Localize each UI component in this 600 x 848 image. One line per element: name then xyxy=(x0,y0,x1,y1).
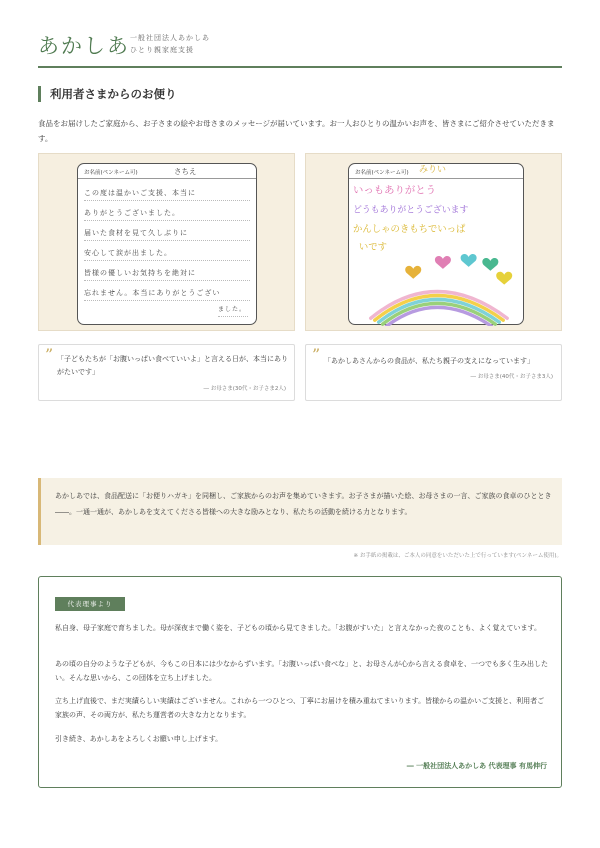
heart-icon xyxy=(435,256,451,269)
heart-icon xyxy=(461,254,477,267)
message-paragraph: 立ち上げ直後で、まだ実績らしい実績はございません。これから一つひとつ、丁寧にお届けを積み重ねてまいります。皆様からの温かいご支援と、利用者ご家族の声、その両方が、私たち運営者の大きな力となります。 xyxy=(55,697,545,719)
heart-icon xyxy=(405,266,421,279)
letter-paper xyxy=(77,163,257,325)
org-info xyxy=(130,32,210,56)
handwritten-line: ました。 xyxy=(218,304,248,317)
representative-message xyxy=(38,576,562,788)
crayon-text-line: かんしゃのきもちでいっぱ xyxy=(352,224,466,236)
rainbow xyxy=(371,292,507,326)
handwritten-line: 皆様の優しいお気持ちを絶対に xyxy=(84,268,250,281)
handwritten-line: 届いた食材を見て久しぶりに xyxy=(84,228,250,241)
handwritten-line: この度は温かいご支援、本当に xyxy=(84,188,250,201)
crayon-text-line: いっもありがとう xyxy=(352,184,436,197)
message-badge: 代表理事より xyxy=(55,597,125,611)
section-intro: 食品をお届けしたご家庭から、お子さまの絵やお母さまのメッセージが届いています。お一人おひとりの温かいお声を、皆さまにご紹介させていただきます。 xyxy=(38,119,555,143)
handwritten-line: 安心して涙が出ました。 xyxy=(84,248,250,261)
notice-box xyxy=(38,478,562,545)
name-label: お名前(ペンネーム可) xyxy=(84,170,138,176)
letter-paper xyxy=(348,163,524,325)
heart-icon xyxy=(496,272,512,285)
consent-footnote: ※ お手紙の掲載は、ご本人の同意をいただいた上で行っています(ペンネーム使用)。 xyxy=(353,553,562,559)
name-row xyxy=(78,164,256,179)
logo: あかしあ xyxy=(38,34,130,58)
letter-card-2 xyxy=(305,153,562,331)
message-signature: ― 一般社団法人あかしあ 代表理事 有馬伸行 xyxy=(406,762,547,770)
name-handwritten: みりい xyxy=(419,165,447,175)
quote-text: 「子どもたちが「お腹いっぱい食べていいよ」と言える日が、本当にありがたいです」 xyxy=(57,355,288,376)
org-name: 一般社団法人あかしあ xyxy=(130,34,210,42)
testimonial-quote-2 xyxy=(305,344,562,401)
name-label: お名前(ペンネーム可) xyxy=(355,170,409,176)
quote-source: ― お母さま(40代・お子さま3人) xyxy=(470,374,553,380)
handwritten-line: ありがとうございました。 xyxy=(84,208,250,221)
letter-card-1 xyxy=(38,153,295,331)
child-drawing xyxy=(349,179,523,326)
crayon-text-line: どうもありがとうございます xyxy=(352,205,469,216)
quote-mark-icon: ” xyxy=(312,345,321,364)
crayon-text-line: いです xyxy=(358,242,388,254)
message-paragraph: あの頃の自分のような子どもが、今もこの日本には少なからずいます。「お腹いっぱい食べな」と、お母さんが心から言える食卓を、一つでも多く生み出したい。そんな思いから、この団体を立ち上げました。 xyxy=(55,660,548,682)
org-tagline: ひとり親家庭支援 xyxy=(130,46,194,54)
section-title: 利用者さまからのお便り xyxy=(38,86,177,102)
heart-icon xyxy=(482,258,498,271)
notice-text: あかしあでは、食品配送に「お便りハガキ」を同梱し、ご家族からのお声を集めていきます。お子さまが描いた絵、お母さまの一言、ご家族の食卓のひととき――。一通一通が、あかしあを支えてくださる皆様への大きな励みとなり、私たちの活動を続ける力となります。 xyxy=(55,492,552,516)
name-row xyxy=(349,164,523,179)
message-paragraph: 私自身、母子家庭で育ちました。母が深夜まで働く姿を、子どもの頃から見てきました。「お腹がすいた」と言えなかった夜のことも、よく覚えています。 xyxy=(55,624,541,632)
message-paragraph: 引き続き、あかしあをよろしくお願い申し上げます。 xyxy=(55,735,223,743)
quote-mark-icon: ” xyxy=(45,345,54,364)
site-header xyxy=(38,28,562,68)
testimonial-quote-1 xyxy=(38,344,295,401)
handwritten-line: 忘れません。本当にありがとうござい xyxy=(84,288,250,301)
name-handwritten: さちえ xyxy=(174,167,197,176)
quote-text: 「あかしあさんからの食品が、私たち親子の支えになっています」 xyxy=(324,357,534,365)
quote-source: ― お母さま(30代・お子さま2人) xyxy=(203,386,286,392)
